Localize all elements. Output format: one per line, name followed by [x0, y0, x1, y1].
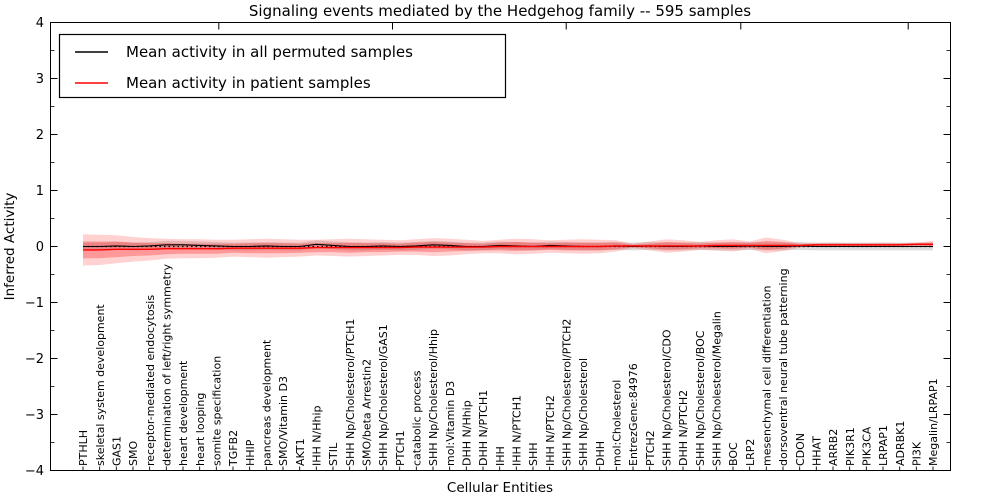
- y-tick-label: −3: [24, 408, 44, 423]
- x-tick-label: GAS1: [110, 435, 124, 466]
- x-tick-label: IHH N/PTCH1: [510, 395, 524, 466]
- x-tick-label: DHH N/Hhip: [460, 400, 474, 466]
- x-tick-label: TGFB2: [227, 429, 241, 466]
- x-tick-label: ARRB2: [827, 428, 841, 466]
- y-tick-label: 1: [35, 184, 44, 199]
- x-tick-label: mesenchymal cell differentiation: [760, 285, 774, 466]
- y-tick-label: 3: [35, 72, 44, 87]
- x-tick-label: EntrezGene:84976: [627, 363, 641, 466]
- x-tick-label: SHH Np/Cholesterol/PTCH2: [560, 318, 574, 466]
- y-tick-label: 2: [35, 128, 44, 143]
- x-tick-label: heart looping: [193, 392, 207, 466]
- y-tick-label: −2: [24, 352, 44, 367]
- y-tick-label: 4: [35, 16, 44, 31]
- x-tick-label: CDON: [793, 432, 807, 466]
- x-tick-label: DHH: [593, 440, 607, 466]
- x-tick-label: HHAT: [810, 436, 824, 466]
- x-tick-label: DHH N/PTCH2: [677, 389, 691, 466]
- x-tick-label: STIL: [327, 442, 341, 466]
- x-tick-label: PTCH1: [393, 430, 407, 466]
- x-tick-label: DHH N/PTCH1: [477, 389, 491, 466]
- x-axis-title: Cellular Entities: [446, 480, 554, 496]
- x-tick-label: pancreas development: [260, 339, 274, 466]
- x-tick-label: HHIP: [243, 439, 257, 466]
- x-tick-label: somite specification: [210, 355, 224, 466]
- x-tick-label: SMO/Vitamin D3: [277, 376, 291, 466]
- x-tick-label: PIK3R1: [843, 427, 857, 466]
- x-tick-label: AKT1: [293, 438, 307, 466]
- x-tick-label: dorsoventral neural tube patterning: [777, 268, 791, 466]
- x-tick-label: PTCH2: [643, 430, 657, 466]
- x-tick-label: mol:Cholesterol: [610, 379, 624, 466]
- x-tick-label: Megalin/LRPAP1: [927, 378, 941, 466]
- x-tick-label: SHH Np/Cholesterol/Hhip: [427, 328, 441, 466]
- x-tick-label: IHH N/PTCH2: [543, 395, 557, 466]
- x-tick-label: PI3K: [910, 441, 924, 466]
- x-tick-label: determination of left/right symmetry: [160, 264, 174, 466]
- x-tick-label: heart development: [177, 360, 191, 466]
- x-tick-label: receptor-mediated endocytosis: [143, 294, 157, 466]
- x-tick-label: skeletal system development: [93, 304, 107, 466]
- x-tick-label: IHH N/Hhip: [310, 405, 324, 466]
- uncertainty-bands: [83, 234, 933, 265]
- x-tick-label: PTHLH: [77, 429, 91, 466]
- x-tick-label: SHH Np/Cholesterol/BOC: [693, 330, 707, 466]
- x-tick-label: LRP2: [743, 438, 757, 466]
- x-axis-ticks: [77, 264, 940, 471]
- y-tick-label: −4: [24, 464, 44, 479]
- x-tick-label: catabolic process: [410, 370, 424, 466]
- x-tick-label: PIK3CA: [860, 426, 874, 466]
- y-tick-label: −1: [24, 296, 44, 311]
- y-tick-label: 0: [35, 240, 44, 255]
- x-tick-label: SHH Np/Cholesterol: [577, 357, 591, 466]
- x-tick-label: SHH Np/Cholesterol/CDO: [660, 329, 674, 466]
- top-axis-ticks: [219, 23, 908, 30]
- x-tick-label: SHH Np/Cholesterol/Megalin: [710, 311, 724, 466]
- chart-title: Signaling events mediated by the Hedgehog family -- 595 samples: [248, 2, 752, 20]
- x-tick-label: IHH: [493, 446, 507, 466]
- x-tick-label: SHH: [527, 442, 541, 466]
- x-tick-label: SMO: [127, 440, 141, 466]
- x-tick-label: LRPAP1: [877, 425, 891, 466]
- legend-label-patient: Mean activity in patient samples: [126, 74, 371, 92]
- x-tick-label: SHH Np/Cholesterol/GAS1: [377, 324, 391, 466]
- x-tick-label: SMO/beta Arrestin2: [360, 358, 374, 466]
- x-tick-label: SHH Np/Cholesterol/PTCH1: [343, 318, 357, 466]
- y-axis-title: Inferred Activity: [2, 192, 18, 301]
- x-tick-label: mol:Vitamin D3: [443, 380, 457, 466]
- legend-label-permuted: Mean activity in all permuted samples: [126, 43, 413, 61]
- x-tick-label: ADRBK1: [893, 420, 907, 466]
- x-tick-label: BOC: [727, 442, 741, 466]
- legend: [60, 35, 506, 98]
